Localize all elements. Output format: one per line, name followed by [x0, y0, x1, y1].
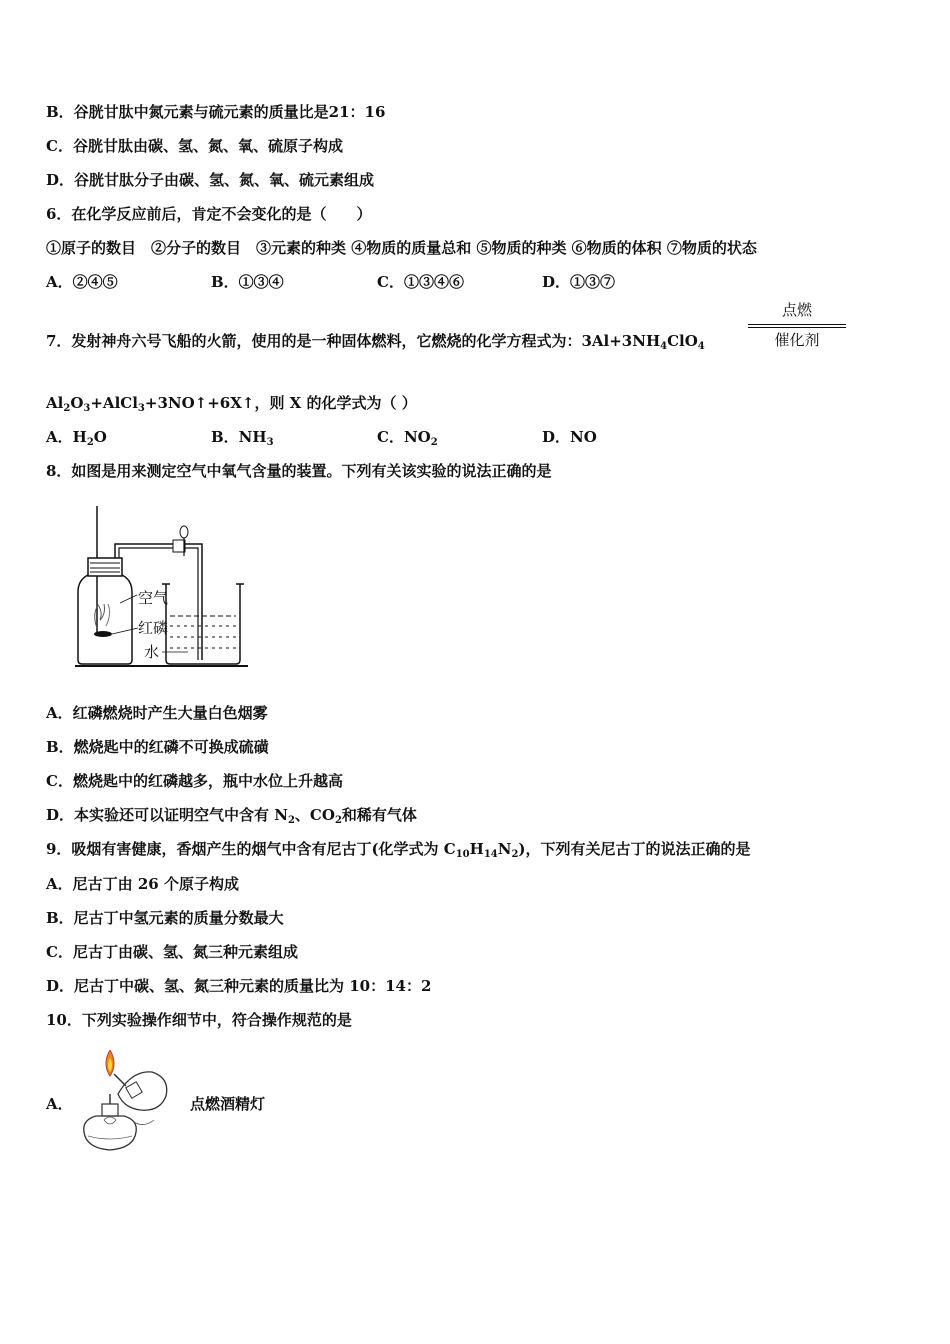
q8-option-d: D．本实验还可以证明空气中含有 $N_2$、$CO_2$和稀有气体	[46, 806, 417, 826]
q7-option-d: D．NO	[542, 428, 597, 446]
label-air: 空气	[138, 589, 169, 607]
q6-items: ①原子的数目 ②分子的数目 ③元素的种类 ④物质的质量总和 ⑤物质的种类 ⑥物质的体积 ⑦物质的状态	[46, 239, 757, 257]
q6-option-c: C．①③④⑥	[377, 273, 464, 291]
equation-bar-bottom	[748, 327, 846, 328]
q8-option-b: B．燃烧匙中的红磷不可换成硫磺	[46, 738, 269, 756]
q7-option-c: C．$NO_2$	[377, 428, 438, 448]
q7-products: $Al_2O_3+AlCl_3+3NO↑+6X↑$，则 X 的化学式为（ ）	[46, 394, 417, 414]
q9-option-d: D．尼古丁中碳、氢、氮三种元素的质量比为 10：14：2	[46, 977, 432, 995]
q9-option-a: A．尼古丁由 26 个原子构成	[46, 875, 239, 893]
q5-option-c: C．谷胱甘肽由碳、氢、氮、氧、硫原子构成	[46, 137, 343, 155]
label-water: 水	[144, 643, 160, 661]
q6-option-a: A．②④⑤	[46, 273, 118, 291]
q5-option-d: D．谷胱甘肽分子由碳、氢、氮、氧、硫元素组成	[46, 171, 375, 189]
q9-option-b: B．尼古丁中氢元素的质量分数最大	[46, 909, 284, 927]
q10-option-a-text: 点燃酒精灯	[190, 1095, 266, 1113]
label-red-phosphorus: 红磷	[138, 619, 169, 637]
q10-stem: 10．下列实验操作细节中，符合操作规范的是	[46, 1011, 352, 1029]
q8-option-c: C．燃烧匙中的红磷越多，瓶中水位上升越高	[46, 772, 343, 790]
q7-stem-text: 7．发射神舟六号飞船的火箭，使用的是一种固体燃料，它燃烧的化学方程式为：	[46, 332, 582, 350]
reaction-condition	[748, 299, 846, 351]
q7-option-a: A．$H_2O$	[46, 428, 107, 448]
q10-option-a-label: A．	[46, 1095, 73, 1113]
q6-option-d: D．①③⑦	[542, 273, 616, 291]
q9-option-c: C．尼古丁由碳、氢、氮三种元素组成	[46, 943, 298, 961]
condition-ignite: 点燃	[781, 301, 812, 319]
equation-bar-top	[748, 324, 846, 325]
condition-catalyst: 催化剂	[774, 331, 820, 349]
q9-stem: 9．吸烟有害健康，香烟产生的烟气中含有尼古丁(化学式为 $C_{10}H_{14}N_2$)，下列有关尼古丁的说法正确的是	[46, 840, 751, 860]
q8-option-a: A．红磷燃烧时产生大量白色烟雾	[46, 704, 268, 722]
q7-reactants: $3Al+3NH_4ClO_4$	[581, 332, 705, 352]
q7-option-b: B．$NH_3$	[211, 428, 274, 448]
q6-stem: 6．在化学反应前后，肯定不会变化的是（ ）	[46, 205, 372, 223]
oxygen-measurement-apparatus	[70, 500, 255, 672]
q7-stem	[46, 331, 705, 357]
alcohol-lamp-lighting-illustration	[74, 1050, 176, 1158]
q5-option-b: B．谷胱甘肽中氮元素与硫元素的质量比是21：16	[46, 103, 386, 121]
q6-option-b: B．①③④	[211, 273, 284, 291]
q8-stem: 8．如图是用来测定空气中氧气含量的装置。下列有关该实验的说法正确的是	[46, 462, 552, 480]
